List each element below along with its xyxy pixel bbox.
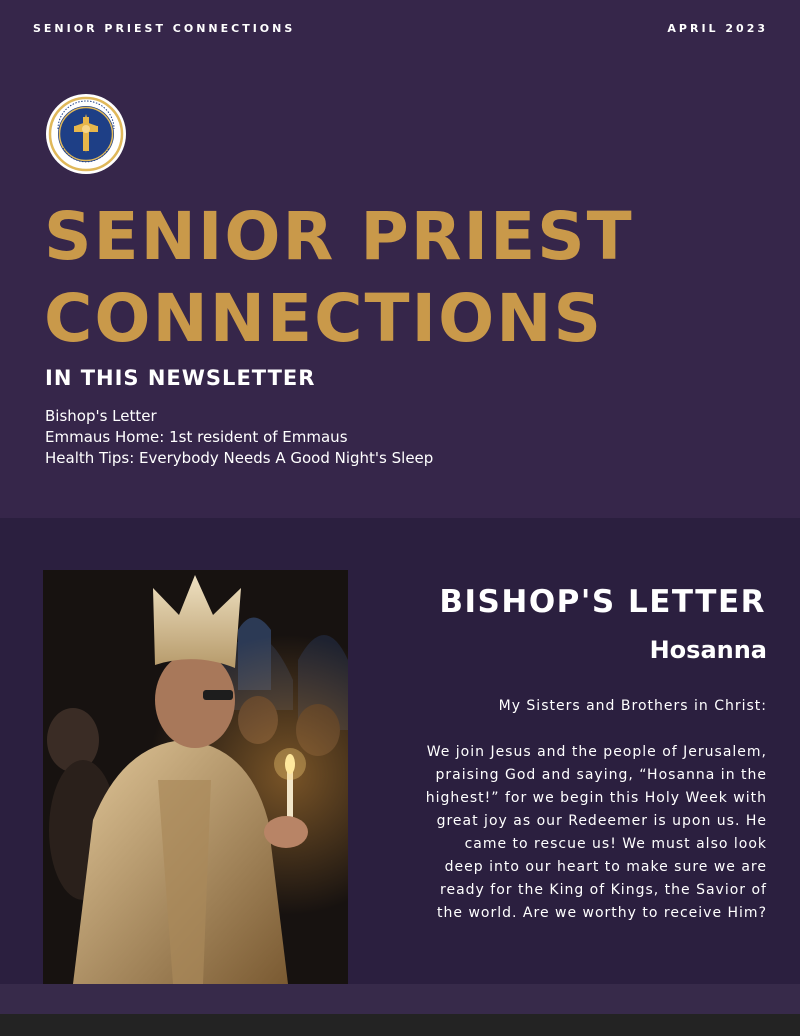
bishop-candle-photo [43,570,348,984]
page-footer-strip [0,1014,800,1036]
section-title: BISHOP'S LETTER [439,584,766,620]
section-divider [0,984,800,1014]
contents-item-health-tips[interactable]: Health Tips: Everybody Needs A Good Night's Sleep [45,449,434,467]
newsletter-title: SENIOR PRIEST CONNECTIONS [44,198,634,357]
contents-list [45,406,433,469]
contents-item-emmaus-home[interactable]: Emmaus Home: 1st resident of Emmaus [45,428,348,446]
contents-heading: IN THIS NEWSLETTER [45,366,316,390]
section-subtitle: Hosanna [649,636,767,664]
diocese-seal-icon [45,93,127,175]
letter-salutation: My Sisters and Brothers in Christ: [498,698,767,714]
publication-name: SENIOR PRIEST CONNECTIONS [33,22,296,35]
issue-date: APRIL 2023 [667,22,768,35]
contents-item-bishops-letter[interactable]: Bishop's Letter [45,407,157,425]
letter-body: We join Jesus and the people of Jerusalem, praising God and saying, “Hosanna in the highest!” for we begin this Holy Week with great joy as our Redeemer is upon us. He came to rescue us! We must also look deep into our heart to make sure we are ready for the King of Kings, the Savior of the world. Are we worthy to receive Him? [425,744,767,921]
